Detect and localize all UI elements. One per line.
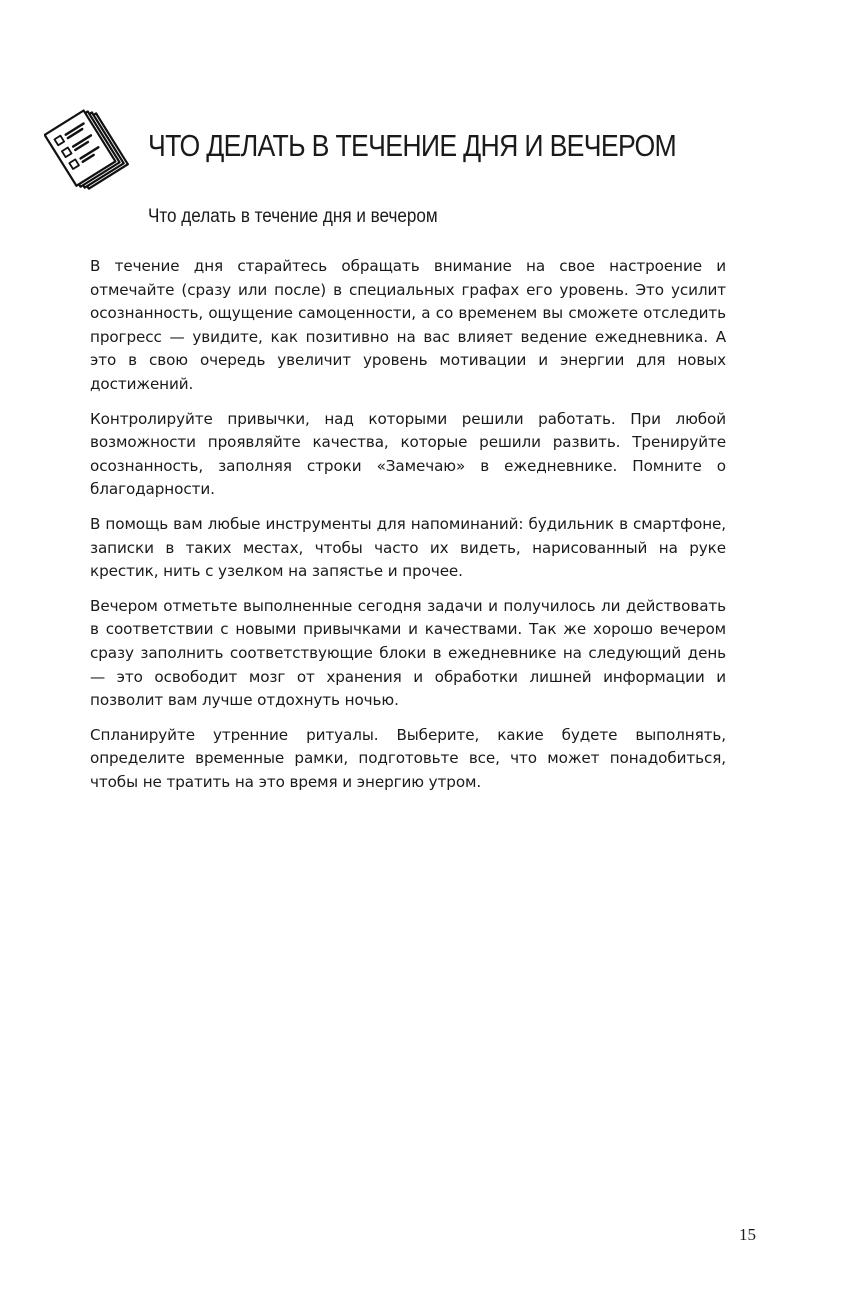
page-number: 15 — [739, 1225, 756, 1244]
section-subtitle: Что делать в течение дня и вечером — [148, 206, 438, 227]
paragraph: Контролируйте привычки, над которыми решили работать. При любой возможности проявляйте качества, которые решили развить. Тренируйте осознанность, заполняя строки «Замечаю» в ежедневнике. Помните о благодарности. — [90, 409, 726, 499]
body-text — [90, 255, 726, 805]
paragraph: Спланируйте утренние ритуалы. Выберите, какие будете выполнять, определите временные рамки, подготовьте все, что может понадобиться, чтобы не тратить на это время и энергию утром. — [90, 725, 726, 791]
checklist-icon — [44, 98, 136, 200]
paragraph: В течение дня старайтесь обращать внимание на свое настроение и отмечайте (сразу или после) в специальных графах его уровень. Это усилит осознанность, ощущение самоценности, а со временем вы сможете отследить прогресс — увидите, как позитивно на вас влияет ведение ежедневника. А это в свою очередь увеличит уровень мотивации и энергии для новых достижений. — [90, 257, 726, 393]
paragraph: В помощь вам любые инструменты для напоминаний: будильник в смартфоне, записки в таких местах, чтобы часто их видеть, нарисованный на руке крестик, нить с узелком на запястье и прочее. — [90, 514, 726, 581]
chapter-title: ЧТО ДЕЛАТЬ В ТЕЧЕНИЕ ДНЯ И ВЕЧЕРОМ — [148, 128, 677, 163]
paragraph: Вечером отметьте выполненные сегодня задачи и получилось ли действовать в соответствии с новыми привычками и качествами. Так же хорошо вечером сразу заполнить соответствующие блоки в ежедневнике на следующий день — это освободит мозг от хранения и обработки лишней информации и позволит вам лучше отдохнуть ночью. — [90, 596, 726, 710]
